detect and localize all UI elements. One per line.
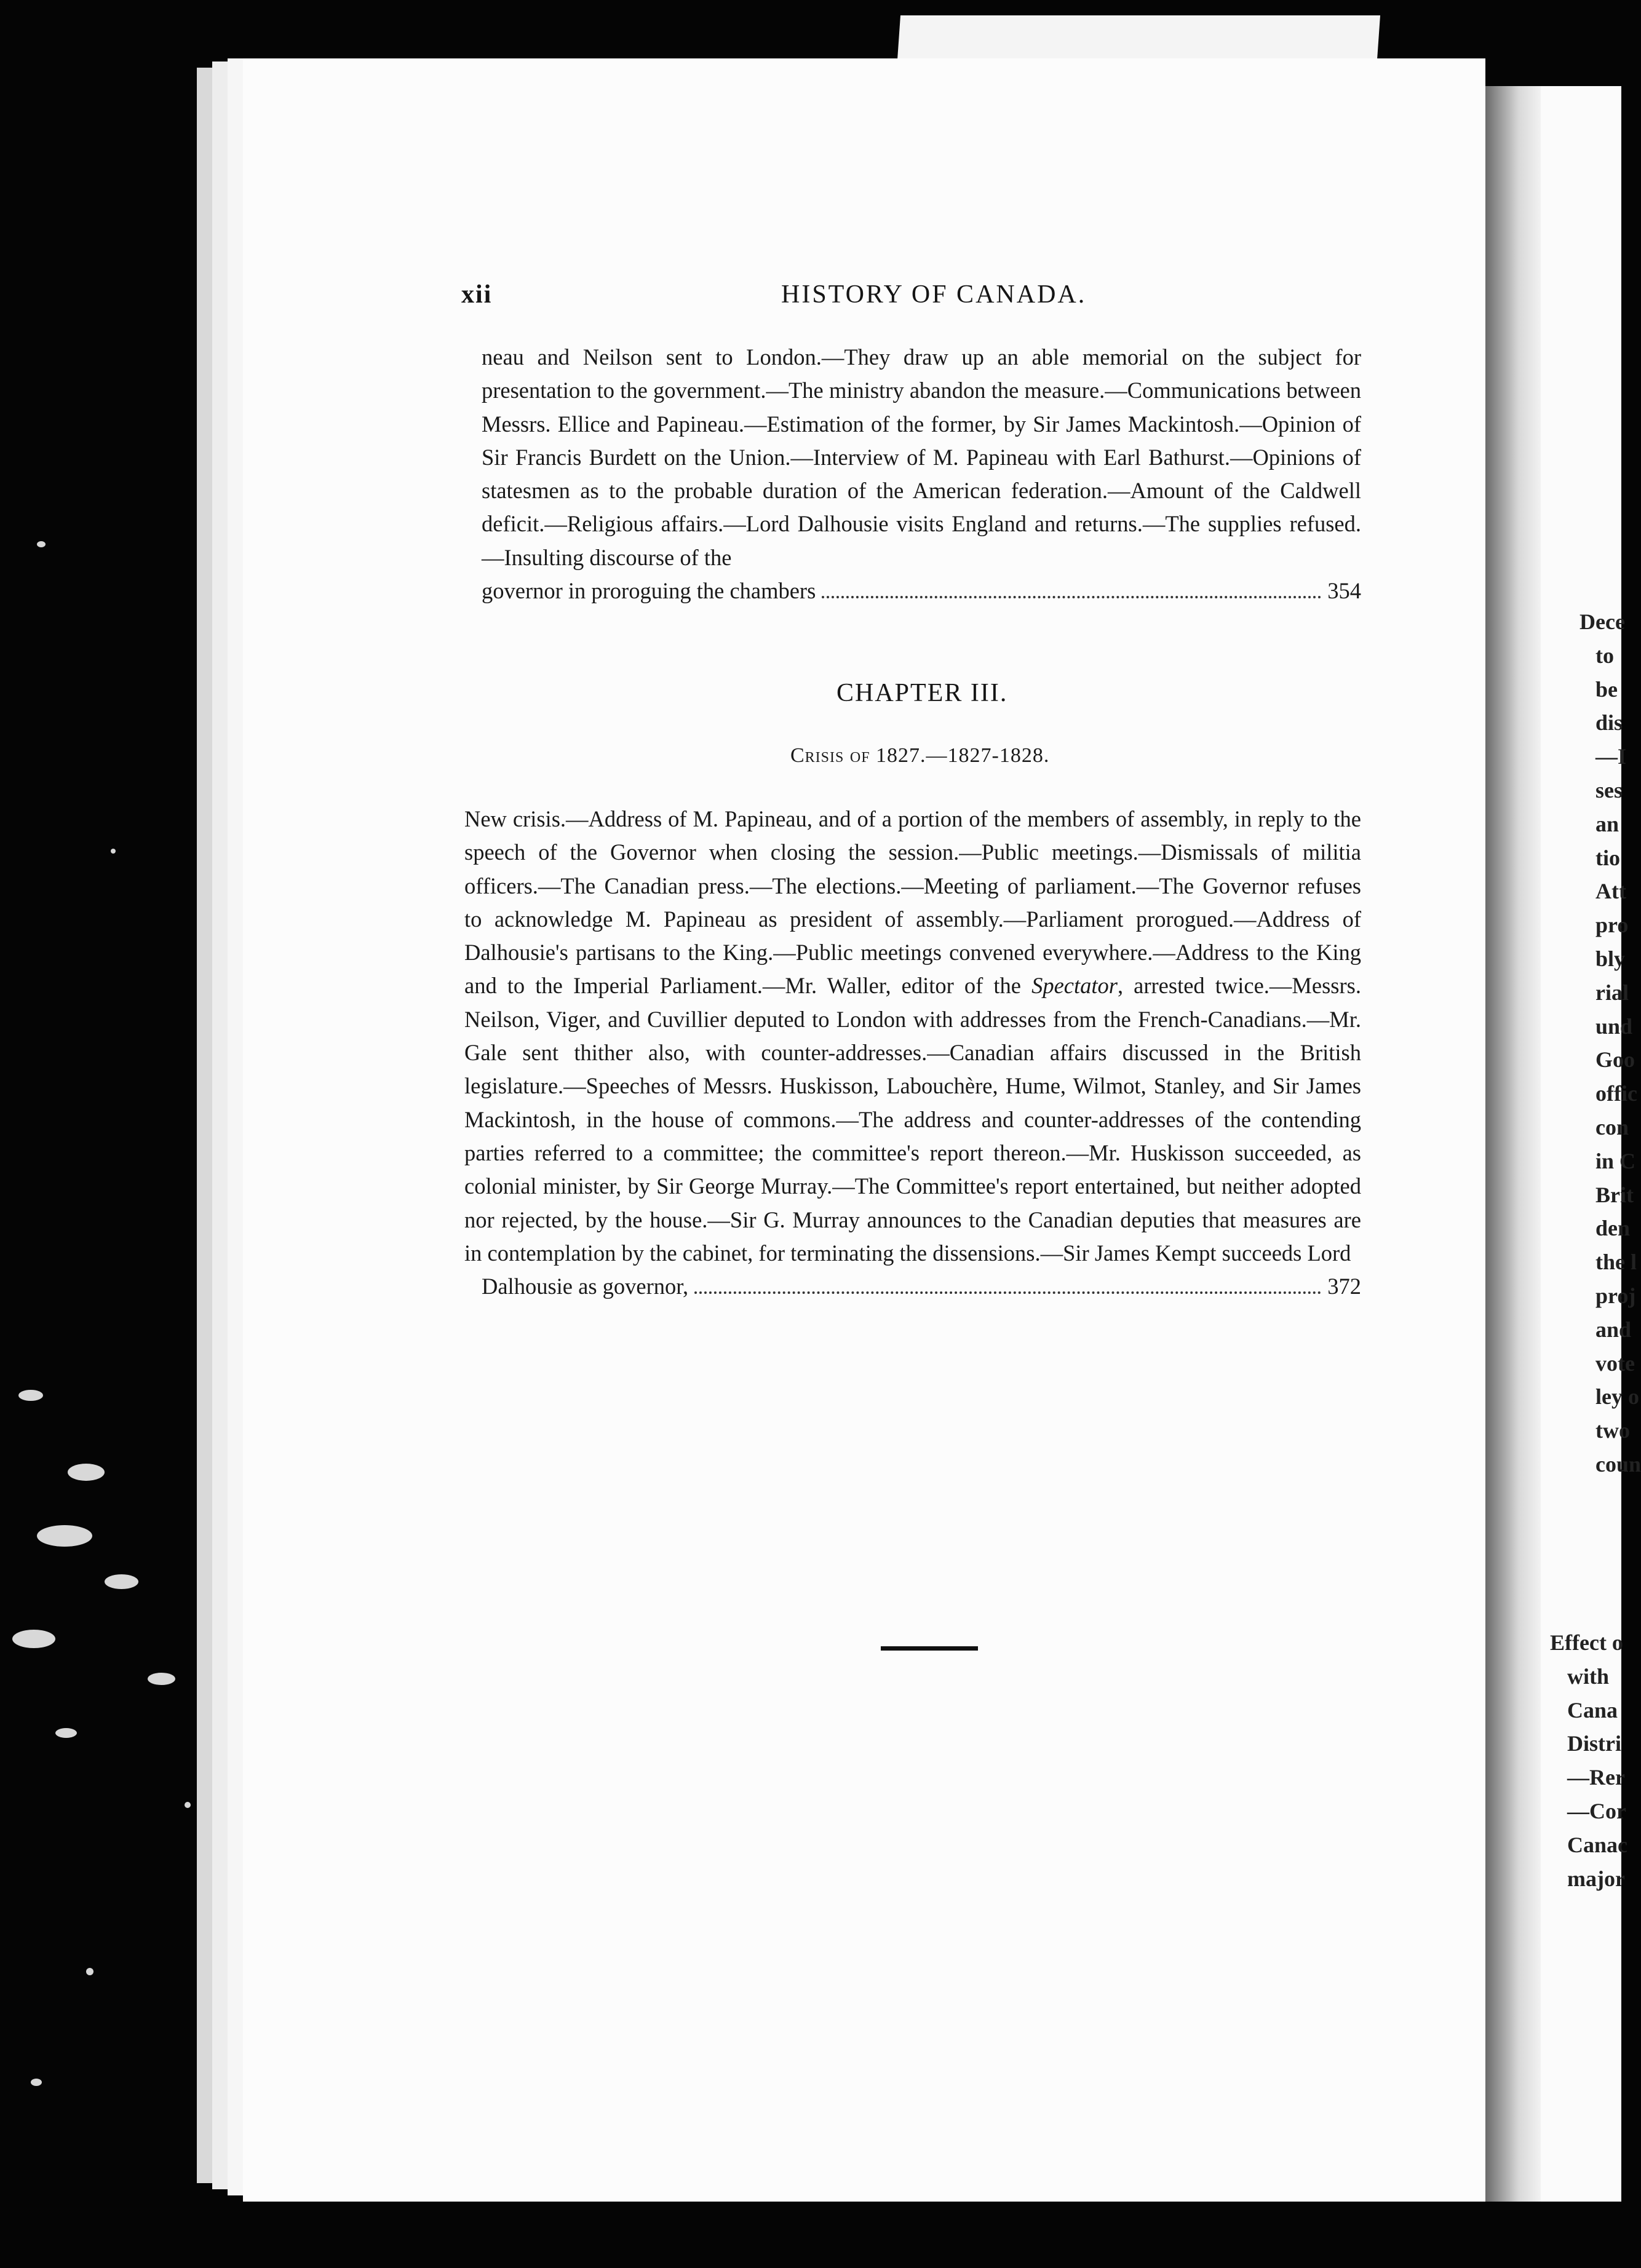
summary-italic-title: Spectator bbox=[1031, 973, 1118, 999]
speck bbox=[86, 1968, 93, 1975]
facing-page-fragment: proj bbox=[1595, 1283, 1636, 1308]
speck bbox=[55, 1728, 77, 1738]
speck bbox=[68, 1464, 105, 1481]
speck bbox=[37, 541, 46, 547]
facing-page-fragment: dis bbox=[1595, 710, 1623, 736]
speck bbox=[18, 1390, 43, 1401]
chapter-leader-line bbox=[464, 1270, 1361, 1303]
facing-page-fragment: und bbox=[1595, 1013, 1633, 1039]
page-number: xii bbox=[461, 280, 493, 309]
speck bbox=[111, 849, 116, 854]
speck bbox=[37, 1525, 92, 1547]
chapter-page-number: 372 bbox=[1327, 1274, 1361, 1299]
contents-continued-entry bbox=[482, 341, 1361, 608]
facing-page-fragment: to bbox=[1595, 643, 1614, 668]
facing-page-fragment: Effect o bbox=[1550, 1630, 1623, 1655]
facing-page-fragment: with bbox=[1567, 1663, 1610, 1689]
page-stack-edge bbox=[228, 58, 243, 2195]
speck bbox=[185, 1802, 191, 1808]
facing-page-fragment: the l bbox=[1595, 1250, 1637, 1275]
contents-text: neau and Neilson sent to London.—They draw up an able memorial on the subject for presentation to the government.—The ministry abandon the measure.—Communications between Messrs. Ellice and Papineau.—Estimation of the former, by Sir James Mackintosh.—Opinion of Sir Francis Burdett on the Union.—Interview of M. Papineau with Earl Bathurst.—Opinions of statesmen as to the probable duration of the American federation.—Amount of the Caldwell deficit.—Religious affairs.—Lord Dalhousie visits England and returns.—The supplies refused.—Insulting discourse of the bbox=[482, 344, 1361, 570]
chapter-summary bbox=[464, 803, 1361, 1303]
contents-page-number: 354 bbox=[1327, 578, 1361, 604]
speck bbox=[105, 1574, 138, 1589]
gutter-shadow bbox=[1485, 86, 1541, 2202]
facing-page-fragment: Dece bbox=[1579, 609, 1625, 634]
facing-page-fragment: —I bbox=[1595, 744, 1627, 769]
facing-page-fragment: —Rer bbox=[1567, 1765, 1625, 1790]
facing-page-fragment: vote bbox=[1595, 1350, 1635, 1376]
facing-page-fragment: Brit bbox=[1595, 1182, 1634, 1207]
speck bbox=[31, 2079, 42, 2086]
summary-text-2: , arrested twice.—Messrs. Neilson, Viger, and Cuvillier deputed to London with addresses from the French-Canadians.—Mr. Gale sent thither also, with counter-addresses.—Canadian affairs discussed in the British legislature.—Speeches of Messrs. Huskisson, Labouchère, Hume, Wilmot, Stanley, and Sir James Mackintosh, in the house of commons.—The address and counter-addresses of the contending parties referred to a committee; the committee's report thereon.—Mr. Huskisson succeeded, as colonial minister, by Sir George Murray.—The Committee's report entertained, but neither adopted nor rejected, by the house.—Sir G. Murray announces to the Canadian deputies that measures are in contemplation by the cabinet, for terminating the dissensions.—Sir James Kempt succeeds Lord bbox=[464, 973, 1361, 1266]
dot-leader bbox=[694, 1291, 1321, 1294]
facing-page-fragment: and bbox=[1595, 1317, 1632, 1342]
contents-last-line: governor in proroguing the chambers bbox=[482, 578, 816, 604]
speck bbox=[148, 1673, 175, 1685]
facing-page-fragment: coun bbox=[1595, 1452, 1641, 1477]
facing-page-fragment: Cana bbox=[1567, 1697, 1618, 1723]
facing-page-fragment: tio bbox=[1595, 845, 1620, 870]
facing-page-fragment: offic bbox=[1595, 1081, 1637, 1106]
facing-page-fragment: pro bbox=[1595, 913, 1629, 938]
facing-page-fragment: two bbox=[1595, 1418, 1630, 1443]
facing-page-fragment: Att bbox=[1595, 879, 1626, 904]
facing-page-fragment: bly bbox=[1595, 946, 1626, 971]
facing-page-fragment: an bbox=[1595, 811, 1619, 836]
facing-page-fragment: rial bbox=[1595, 980, 1629, 1005]
facing-page-fragment: ses bbox=[1595, 778, 1623, 803]
facing-page-fragment: den bbox=[1595, 1216, 1631, 1241]
chapter-heading: CHAPTER III. bbox=[836, 679, 1008, 707]
running-title: HISTORY OF CANADA. bbox=[781, 280, 1087, 309]
summary-text-1: New crisis.—Address of M. Papineau, and of a portion of the members of assembly, in reply to the speech of the Governor when closing the session.—Public meetings.—Dismissals of militia officers.—The Canadian press.—The elections.—Meeting of parliament.—The Governor refuses to acknowledge M. Papineau as president of assembly.—Parliament prorogued.—Address of Dalhousie's partisans to the King.—Public meetings convened everywhere.—Address to the King and to the Imperial Parliament.—Mr. Waller, editor of the bbox=[464, 806, 1361, 999]
dot-leader bbox=[822, 596, 1321, 598]
facing-page-fragment: ley o bbox=[1595, 1384, 1639, 1410]
chapter-last-line: Dalhousie as governor, bbox=[482, 1274, 689, 1299]
facing-page-fragment: major bbox=[1567, 1866, 1625, 1891]
facing-page-fragment: —Cor bbox=[1567, 1799, 1626, 1823]
speck bbox=[12, 1630, 55, 1648]
chapter-subtitle: Crisis of 1827.—1827-1828. bbox=[790, 744, 1050, 767]
facing-page-fragment: Distri bbox=[1567, 1731, 1621, 1756]
contents-leader-line bbox=[482, 574, 1361, 608]
facing-page-fragment: con bbox=[1595, 1115, 1629, 1140]
facing-page-fragment: be bbox=[1595, 676, 1618, 702]
facing-page-fragment: Canac bbox=[1567, 1832, 1627, 1857]
end-rule bbox=[881, 1646, 978, 1651]
facing-page-fragment: Goo bbox=[1595, 1047, 1635, 1073]
facing-page-fragment: in C bbox=[1595, 1148, 1636, 1173]
